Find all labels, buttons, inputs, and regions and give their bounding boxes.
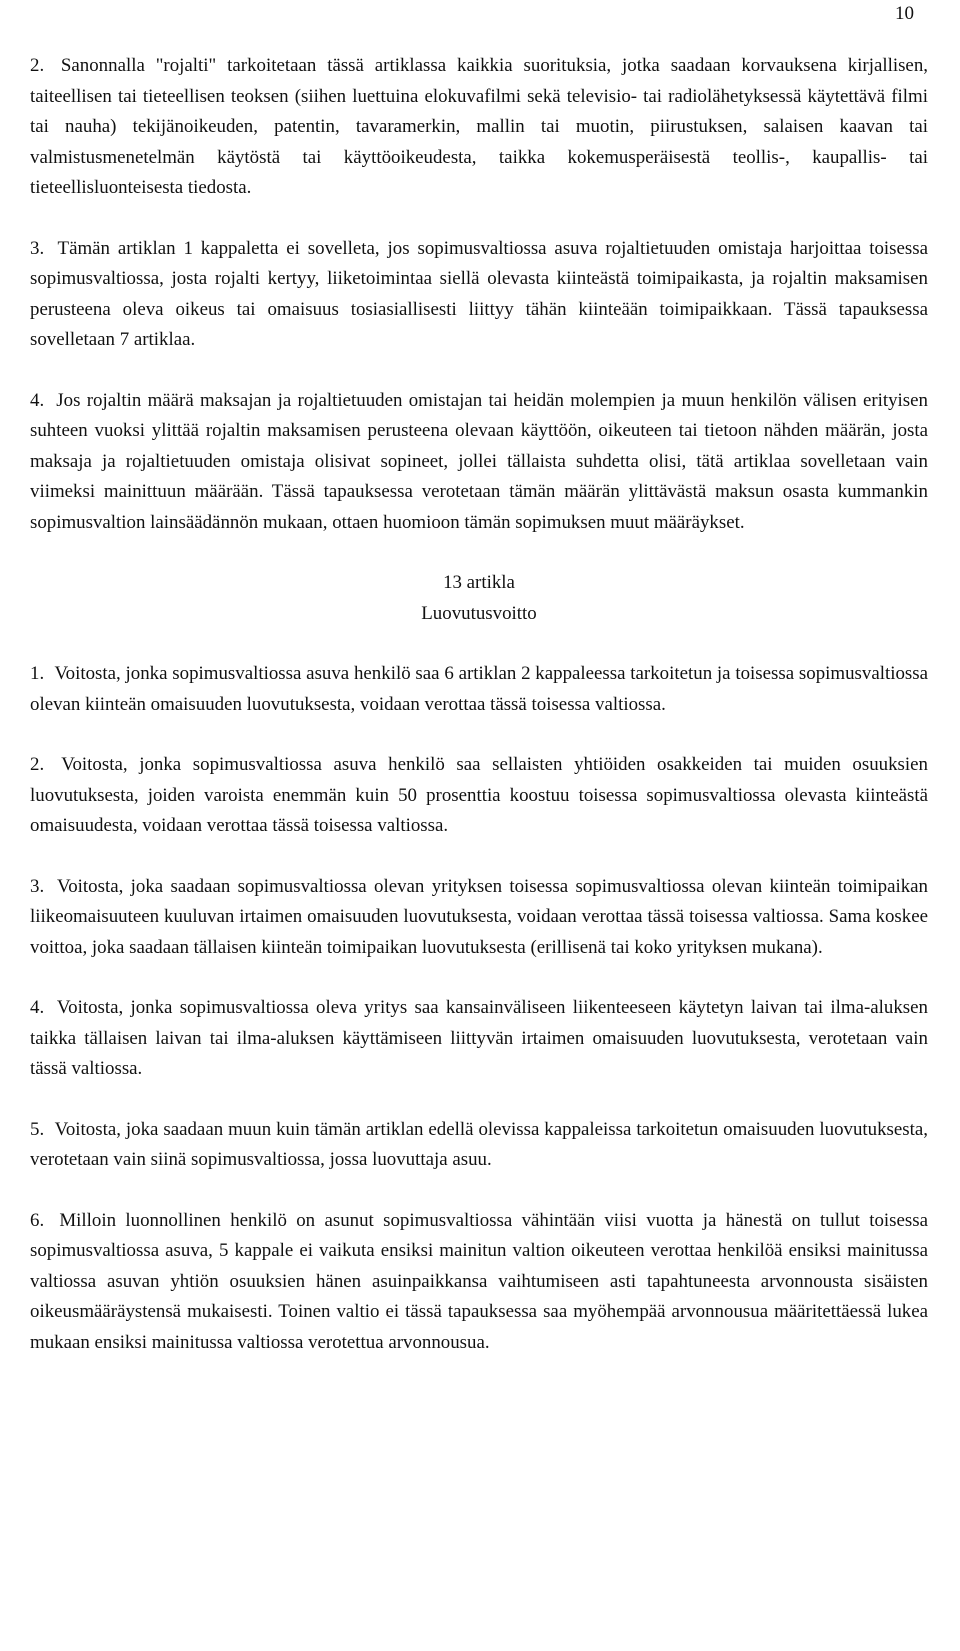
article-13-paragraph-5 — [30, 1115, 928, 1176]
paragraph-number: 6. — [30, 1209, 45, 1231]
paragraph-number: 2. — [30, 754, 45, 775]
paragraph-number: 5. — [30, 1118, 45, 1140]
paragraph-text: Voitosta, jonka sopimusvaltiossa asuva henkilö saa sellaisten yhtiöiden osakkeiden tai muiden osuuksien luovutuksesta, joiden varoista enemmän kuin 50 prosenttia koostuu toisessa sopimusvaltiossa olevasta kiinteästä omaisuudesta, voidaan verottaa tässä toisessa valtiossa. — [30, 754, 928, 836]
article-13-paragraph-3 — [30, 872, 928, 964]
document-body — [30, 51, 928, 1358]
article-13-heading — [30, 568, 928, 629]
article-number-title: 13 artikla — [443, 572, 515, 593]
paragraph-text: Sanonnalla "rojalti" tarkoitetaan tässä artiklassa kaikkia suorituksia, jotka saadaan korvauksena kirjallisen, taiteellisen tai tieteellisen teoksen (siihen luettuina elokuvafilmi sekä televisio- tai radiolähetyksessä käytettävä filmi tai nauha) tekijänoikeuden, patentin, tavaramerkin, mallin tai muotin, piirustuksen, salaisen kaavan tai valmistusmenetelmän käytöstä tai käyttöoikeudesta, taikka kokemusperäisestä teollis-, kaupallis- tai tieteellisluonteisesta tiedosta. — [30, 55, 928, 198]
paragraph-text: Jos rojaltin määrä maksajan ja rojaltietuuden omistajan tai heidän molempien ja muun henkilön välisen erityisen suhteen vuoksi ylittää rojaltin maksamisen perusteena olevaan käyttöön, oikeuteen tai tietoon nähden määrän, josta maksaja ja rojaltietuuden omistaja olisivat sopineet, jollei tällaista suhdetta olisi, tätä artiklaa sovelletaan vain viimeksi mainittuun määrään. Tässä tapauksessa verotetaan tämän määrän ylittävästä maksun osasta kummankin sopimusvaltion lainsäädännön mukaan, ottaen huomioon tämän sopimuksen muut määräykset. — [30, 389, 928, 533]
article-13-paragraph-2 — [30, 750, 928, 842]
paragraph-text: Milloin luonnollinen henkilö on asunut sopimusvaltiossa vähintään viisi vuotta ja hänestä on tullut toisessa sopimusvaltiossa asuva, 5 kappale ei vaikuta ensiksi mainitun valtion oikeuteen verottaa henkilöä ensiksi mainitussa valtiossa asuvan yhtiön osuuksien hänen asuinpaikkansa vaihtumiseen asti tapahtuneesta arvonnousta sisäisten oikeusmääräystensä mukaisesti. Toinen valtio ei tässä tapauksessa saa myöhempää arvonnousua määritettäessä lukea mukaan ensiksi mainitussa valtiossa verotettua arvonnousua. — [30, 1209, 928, 1353]
paragraph-text: Tämän artiklan 1 kappaletta ei sovelleta, jos sopimusvaltiossa asuva rojaltietuuden omistaja harjoittaa toisessa sopimusvaltiossa, josta rojalti kertyy, liiketoimintaa siellä olevasta kiinteästä toimipaikasta, ja rojaltin maksamisen perusteena oleva oikeus tai omaisuus tosiasiallisesti liittyy tähän kiinteään toimipaikkaan. Tässä tapauksessa sovelletaan 7 artiklaa. — [30, 237, 928, 350]
paragraph-number: 4. — [30, 997, 45, 1018]
article-13-paragraph-4 — [30, 993, 928, 1085]
paragraph-number: 2. — [30, 55, 45, 76]
article-12-paragraph-4 — [30, 386, 928, 539]
page-number: 10 — [895, 3, 914, 24]
article-12-paragraph-3 — [30, 234, 928, 356]
paragraph-number: 3. — [30, 875, 45, 897]
paragraph-text: Voitosta, joka saadaan sopimusvaltiossa olevan yrityksen toisessa sopimusvaltiossa olevan kiinteän toimipaikan liikeomaisuuteen kuuluvan irtaimen omaisuuden luovutuksesta, voidaan verottaa tässä toisessa valtiossa. Sama koskee voittoa, joka saadaan tällaisen kiinteän toimipaikan luovutuksesta (erillisenä tai koko yrityksen mukana). — [30, 875, 928, 958]
paragraph-number: 1. — [30, 663, 45, 684]
paragraph-number: 3. — [30, 237, 45, 259]
paragraph-text: Voitosta, jonka sopimusvaltiossa oleva yritys saa kansainväliseen liikenteeseen käytetyn laivan tai ilma-aluksen taikka tällaisen laivan tai ilma-aluksen käyttämiseen liittyvän irtaimen omaisuuden luovutuksesta, verotetaan vain tässä valtiossa. — [30, 997, 928, 1079]
paragraph-text: Voitosta, joka saadaan muun kuin tämän artiklan edellä olevissa kappaleissa tarkoitetun omaisuuden luovutuksesta, verotetaan vain siinä sopimusvaltiossa, jossa luovuttaja asuu. — [30, 1118, 928, 1170]
article-13-paragraph-6 — [30, 1206, 928, 1359]
article-title: Luovutusvoitto — [421, 602, 537, 624]
paragraph-text: Voitosta, jonka sopimusvaltiossa asuva henkilö saa 6 artiklan 2 kappaleessa tarkoitetun ja toisessa sopimusvaltiossa olevan kiinteän omaisuuden luovutuksesta, voidaan verottaa tässä toisessa valtiossa. — [30, 663, 928, 715]
paragraph-number: 4. — [30, 389, 45, 411]
article-12-paragraph-2 — [30, 51, 928, 204]
article-13-paragraph-1 — [30, 659, 928, 720]
